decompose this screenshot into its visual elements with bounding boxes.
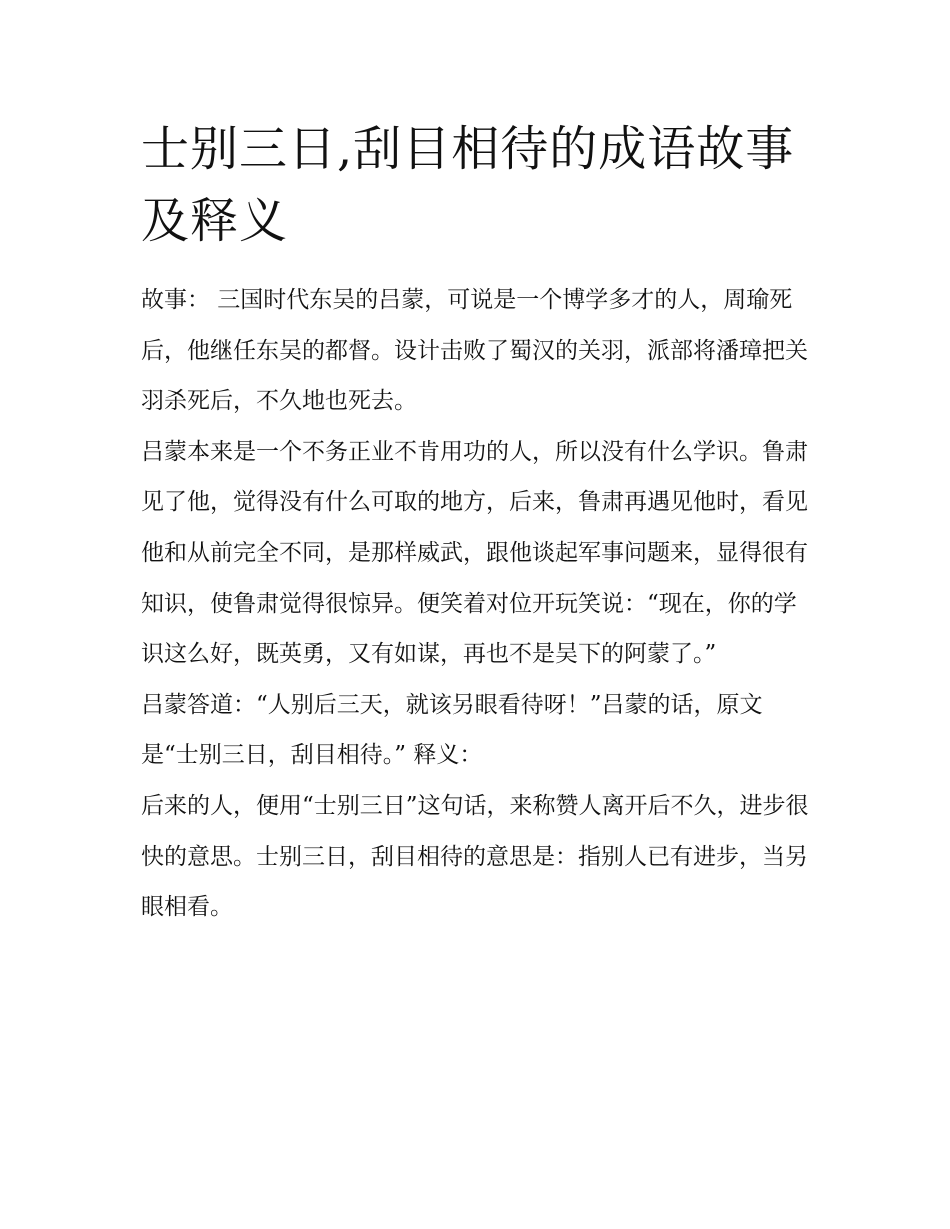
paragraph-reply: 吕蒙答道：“人别后三天，就该另眼看待呀！”吕蒙的话，原文是“士别三日，刮目相待。” 释义： bbox=[141, 691, 763, 769]
paragraph-story: 故事： 三国时代东吴的吕蒙，可说是一个博学多才的人，周瑜死后，他继任东吴的都督。设计击败了蜀汉的关羽，派部将潘璋把关羽杀死后，不久地也死去。 bbox=[141, 287, 808, 415]
document-title: 士别三日,刮目相待的成语故事及释义 bbox=[141, 121, 795, 249]
paragraph-meaning: 后来的人，便用“士别三日”这句话，来称赞人离开后不久，进步很快的意思。士别三日，刮目相待的意思是：指别人已有进步，当另眼相看。 bbox=[141, 792, 809, 921]
document-page bbox=[141, 113, 813, 933]
document-body bbox=[141, 275, 813, 933]
paragraph-lumeng: 吕蒙本来是一个不务正业不肯用功的人，所以没有什么学识。鲁肃见了他，觉得没有什么可取的地方，后来，鲁肃再遇见他时，看见他和从前完全不同，是那样威武，跟他谈起军事问题来，显得很有知识，使鲁肃觉得很惊异。便笑着对位开玩笑说：“现在，你的学识这么好，既英勇，又有如谋，再也不是吴下的阿蒙了。” bbox=[141, 438, 808, 668]
